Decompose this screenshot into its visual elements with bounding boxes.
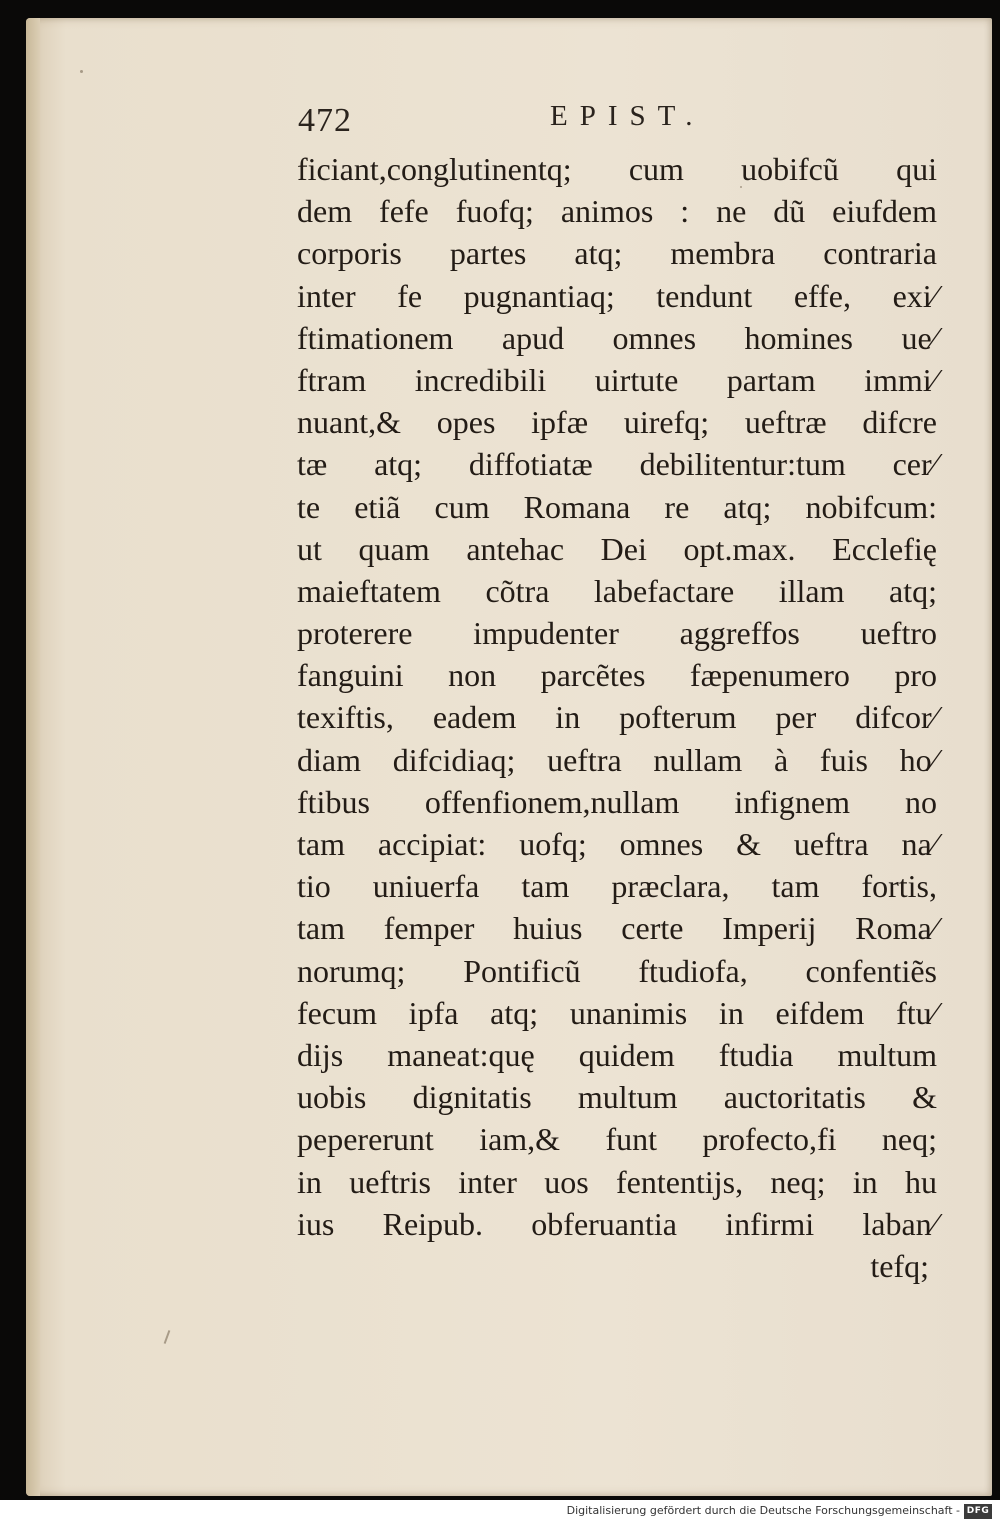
text-line: tio uniuerfa tam præclara, tam fortis, xyxy=(297,868,937,905)
text-line: ut quam antehac Dei opt.max. Ecclefię xyxy=(297,530,937,567)
page-edge xyxy=(26,18,40,1496)
paper-speck xyxy=(80,70,83,73)
text-line: ftimationem apud omnes homines ue⁄ xyxy=(297,319,937,356)
text-line: ftibus offenfionem,nullam infignem no xyxy=(297,783,937,820)
text-line: dijs maneat:quę quidem ftudia multum xyxy=(297,1036,937,1073)
page-number: 472 xyxy=(298,102,352,139)
text-line: ius Reipub. obferuantia infirmi laban⁄ xyxy=(297,1205,937,1242)
body-text xyxy=(297,148,937,1287)
text-line: in ueftris inter uos fententijs, neq; in hu xyxy=(297,1163,937,1200)
dfg-logo: DFG xyxy=(964,1504,992,1519)
text-line: ficiant,conglutinentq; cum uobifcũ qui xyxy=(297,151,937,187)
text-line: uobis dignitatis multum auctoritatis & xyxy=(297,1079,937,1116)
text-line: norumq; Pontificũ ftudiofa, confentiẽs xyxy=(297,952,937,989)
text-line: ftram incredibili uirtute partam immi⁄ xyxy=(297,361,937,398)
text-line: tefq; xyxy=(870,1247,929,1284)
running-head xyxy=(0,96,1000,146)
text-line: tam accipiat: uofq; omnes & ueftra na⁄ xyxy=(297,826,937,862)
text-line: maieftatem cõtra labefactare illam atq; xyxy=(297,572,937,609)
text-line: fanguini non parcẽtes fæpenumero pro xyxy=(297,657,937,694)
text-line: nuant,& opes ipfæ uirefq; ueftræ difcre xyxy=(297,404,937,441)
text-line: dem fefe fuofq; animos : ne dũ eiufdem xyxy=(297,193,937,230)
funding-credit: Digitalisierung gefördert durch die Deutsche Forschungsgemeinschaft - xyxy=(566,1504,960,1517)
text-line: corporis partes atq; membra contraria xyxy=(297,235,937,272)
credit-bar xyxy=(0,1500,1000,1524)
text-line: fecum ipfa atq; unanimis in eifdem ftu⁄ xyxy=(297,994,937,1031)
text-line: pepererunt iam,& funt profecto,fi neq; xyxy=(297,1121,937,1158)
text-line: tæ atq; diffotiatæ debilitentur:tum cer⁄ xyxy=(297,446,937,483)
text-line: te etiã cum Romana re atq; nobifcum: xyxy=(297,488,937,525)
text-line: texiftis, eadem in pofterum per difcor⁄ xyxy=(297,699,937,736)
running-title: EPIST. xyxy=(550,100,705,132)
text-line: proterere impudenter aggreffos ueftro xyxy=(297,615,937,652)
text-line: tam femper huius certe Imperij Roma⁄ xyxy=(297,910,937,947)
text-line: inter fe pugnantiaq; tendunt effe, exi⁄ xyxy=(297,277,937,314)
text-line: diam difcidiaq; ueftra nullam à fuis ho⁄ xyxy=(297,741,937,778)
